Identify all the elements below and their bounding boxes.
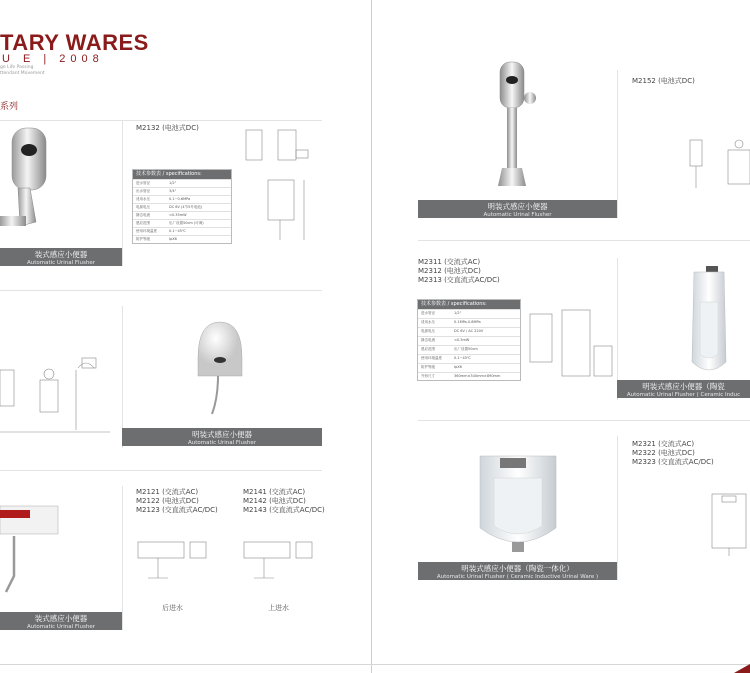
exposed-flusher-photo [490, 58, 550, 192]
concealed-flusher-photo [0, 496, 70, 606]
spec-key: 感应范围 [421, 347, 435, 351]
spec-header: 技术参数表 / specifications: [418, 300, 520, 309]
spec-row [418, 327, 520, 336]
spec-value: DC 6V / AC 220V [454, 329, 484, 333]
spec-value: DC 6V (4节5号电池) [169, 205, 203, 209]
spec-row [133, 179, 231, 187]
technical-drawing [674, 128, 750, 198]
spec-key: 静态电流 [136, 213, 150, 217]
tagline-line-1: ge Life Passing [0, 65, 34, 70]
spec-table [132, 169, 232, 244]
spec-value: 0.1MPa-0.8MPa [454, 320, 481, 324]
brand-subtitle: U E | 2008 [2, 53, 104, 65]
spec-row [418, 345, 520, 354]
model-M2142: M2142 (电池式DC) [243, 497, 306, 505]
brand-tagline [0, 65, 45, 77]
spec-value: 0.1~45℃ [454, 356, 471, 360]
model-M2313: M2313 (交直流式AC/DC) [418, 276, 500, 284]
product-name-cn: 装式感应小便器 [34, 250, 88, 259]
product-name-cn: 装式感应小便器 [34, 614, 88, 623]
page-spine [371, 0, 372, 673]
spec-row [133, 219, 231, 227]
product-name-cn: 明装式感应小便器 [192, 430, 252, 439]
top-inlet-drawing [240, 534, 320, 594]
spec-table [417, 299, 521, 381]
product-name-cn: 明装式感应小便器 [487, 202, 548, 211]
brand-title: TARY WARES [0, 30, 149, 55]
spec-key: 电源电压 [421, 329, 435, 333]
spec-row [418, 318, 520, 327]
spec-value: 3/4" [169, 189, 177, 193]
spec-key: 进水管径 [421, 311, 435, 315]
sensor-flusher-photo [0, 122, 122, 246]
product-bar [418, 562, 617, 580]
product-name-en: Automatic Urinal Flusher [26, 624, 96, 630]
spec-value: 出厂设置50cm [454, 347, 478, 351]
model-M2132: M2132 (电池式DC) [136, 124, 199, 132]
spec-key: 电源电压 [136, 205, 150, 209]
section-divider [0, 470, 322, 471]
product-name-en: Automatic Urinal Flusher [26, 260, 96, 266]
technical-drawing [524, 300, 616, 384]
product-name-en: Automatic Urinal Flusher ( Ceramic Induc [626, 392, 741, 398]
model-M2311: M2311 (交流式AC) [418, 258, 481, 266]
section-divider [418, 420, 750, 421]
model-M2323: M2323 (交直流式AC/DC) [632, 458, 714, 466]
spec-value: IpX6 [454, 365, 462, 369]
spec-key: 外形尺寸 [421, 374, 435, 378]
model-list-a [136, 488, 218, 515]
ceramic-urinal-photo [688, 262, 730, 380]
column-divider [122, 306, 123, 448]
page-corner-mark [734, 660, 750, 673]
installation-diagram [0, 340, 118, 440]
product-bar [617, 380, 750, 398]
spec-row [418, 363, 520, 372]
column-divider [617, 70, 618, 218]
ceramic-urinal-photo [476, 448, 560, 558]
rear-inlet-drawing [134, 534, 214, 594]
spec-row [418, 372, 520, 381]
exposed-flusher-photo [190, 318, 250, 418]
model-M2152: M2152 (电池式DC) [632, 77, 695, 85]
spec-row [418, 354, 520, 363]
section-divider [0, 120, 322, 121]
column-divider [617, 436, 618, 580]
spec-row [133, 227, 231, 235]
product-name-cn: 明装式感应小便器（陶瓷 [642, 382, 725, 391]
spec-row [418, 309, 520, 318]
series-heading: 系列 [0, 102, 19, 112]
spec-value: 1/2" [169, 181, 177, 185]
section-divider [0, 290, 322, 291]
product-name-en: Automatic Urinal Flusher ( Ceramic Inductive Urinal Ware ) [436, 574, 599, 580]
technical-drawing [706, 488, 750, 558]
tagline-line-2: ttendant Movement [0, 71, 45, 76]
column-divider [122, 120, 123, 266]
spec-row [133, 187, 231, 195]
page-bottom-rule [0, 664, 750, 665]
section-divider [418, 240, 750, 241]
spec-key: 出水管径 [136, 189, 150, 193]
product-bar [418, 200, 617, 218]
model-M2121: M2121 (交流式AC) [136, 488, 199, 496]
spec-key: 防护等级 [421, 365, 435, 369]
model-list [418, 258, 500, 285]
spec-row [133, 195, 231, 203]
model-M2321: M2321 (交流式AC) [632, 440, 695, 448]
model-M2122: M2122 (电池式DC) [136, 497, 199, 505]
model-M2312: M2312 (电池式DC) [418, 267, 481, 275]
spec-value: 0.1~45℃ [169, 229, 186, 233]
caption-top-inlet: 上进水 [268, 604, 289, 612]
product-name-cn: 明装式感应小便器（陶瓷一体化） [461, 564, 574, 573]
model-M2123: M2123 (交直流式AC/DC) [136, 506, 218, 514]
product-bar [0, 612, 122, 630]
product-name-en: Automatic Urinal Flusher [187, 440, 257, 446]
model-M2322: M2322 (电池式DC) [632, 449, 695, 457]
spec-key: 使用环境温度 [421, 356, 442, 360]
product-bar [0, 248, 122, 266]
spec-key: 使用环境温度 [136, 229, 157, 233]
model-list-b [243, 488, 325, 515]
product-bar [122, 428, 322, 446]
spec-value: <0.35mW [169, 213, 187, 217]
caption-rear-inlet: 后进水 [162, 604, 183, 612]
column-divider [617, 258, 618, 400]
spec-key: 适用水压 [136, 197, 150, 201]
spec-row [133, 211, 231, 219]
spec-row [418, 336, 520, 345]
spec-value: 出厂设置50cm (可调) [169, 221, 204, 225]
spec-header: 技术参数表 / specifications: [133, 170, 231, 179]
model-list [632, 440, 714, 467]
spec-key: 适用水压 [421, 320, 435, 324]
technical-drawing [234, 122, 320, 250]
spec-key: 防护等级 [136, 237, 150, 241]
column-divider [122, 486, 123, 630]
spec-row [133, 235, 231, 243]
spec-value: 1/2" [454, 311, 462, 315]
spec-row [133, 203, 231, 211]
product-name-en: Automatic Urinal Flusher [483, 212, 552, 218]
spec-value: 0.1~0.6MPa [169, 197, 191, 201]
spec-value: IpX6 [169, 237, 177, 241]
spec-key: 静态电流 [421, 338, 435, 342]
spec-key: 进水管径 [136, 181, 150, 185]
spec-value: 360mm×340mm×890mm [454, 374, 501, 378]
spec-value: <0.3mW [454, 338, 470, 342]
spec-key: 感应范围 [136, 221, 150, 225]
model-M2141: M2141 (交流式AC) [243, 488, 306, 496]
model-M2143: M2143 (交直流式AC/DC) [243, 506, 325, 514]
